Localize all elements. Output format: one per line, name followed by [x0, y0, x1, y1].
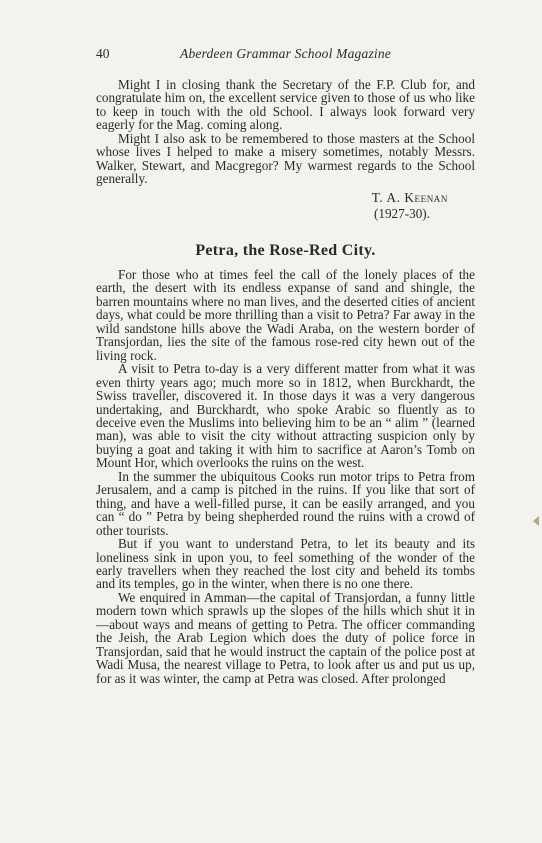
page-number: 40	[96, 46, 110, 61]
article-body	[96, 268, 475, 685]
page-header	[96, 46, 476, 66]
article-paragraph: In the summer the ubiquitous Cooks run motor trips to Petra from Jerusalem, and a camp is pitched in the ruins. If you like that sort of thing, and have a well-filled purse, it can be easily arranged, and you can “ do ” Petra by being shepherded round the ruins with a crowd of other tourists.	[96, 468, 475, 538]
article-paragraph: A visit to Petra to-day is a very different matter from what it was even thirty years ago; much more so in 1812, when Burckhardt, the Swiss traveller, discovered it. In those days it was a very dangerous undertaking, and Burckhardt, who spoke Arabic so fluently as to deceive even the Muslims into believing him to be an “ alim ” (learned man), was able to visit the city without attracting suspicion only by buying a goat and taking it with him to sacrifice at Aaron’s Tomb on Mount Hor, which overlooks the ruins on the west.	[96, 361, 475, 471]
letter-closing	[96, 78, 475, 186]
margin-marker-icon	[533, 516, 539, 526]
article-title: Petra, the Rose-Red City.	[195, 242, 376, 259]
article-paragraph: For those who at times feel the call of the lonely places of the earth, the desert with its endless expanse of sand and shingle, the barren mountains where no man lives, and the deserted cities of ancient days, what could be more thrilling than a visit to Petra? Far away in the wild sandstone hills above the Wadi Araba, on the western border of Transjordan, lies the site of the famous rose-red city hewn out of the living rock.	[96, 267, 475, 363]
letter-paragraph: Might I in closing thank the Secretary of the F.P. Club for, and congratulate him on, the excellent service given to those of us who like to keep in touch with the old School. I always look forward very eagerly for the Mag. coming along.	[96, 77, 475, 133]
signature-name: T. A. Keenan	[371, 190, 448, 205]
article-paragraph: We enquired in Amman—the capital of Transjordan, a funny little modern town which sprawls up the slopes of the hills which shut it in—about ways and means of getting to Petra. The officer commanding the Jeish, the Arab Legion which does the duty of police force in Transjordan, said that he would instruct the captain of the police post at Wadi Musa, the nearest village to Petra, to look after us and put us up, for as it was winter, the camp at Petra was closed. After prolonged	[96, 589, 475, 686]
signature-years: (1927-30).	[373, 206, 430, 221]
article-paragraph: But if you want to understand Petra, to let its beauty and its loneliness sink in upon you, to feel something of the wonder of the early travellers when they reached the lost city and beheld its tombs and its temples, go in the winter, when there is no one there.	[96, 536, 475, 592]
running-title: Aberdeen Grammar School Magazine	[180, 46, 391, 61]
letter-paragraph: Might I also ask to be remembered to those masters at the School whose lives I helped to make a misery sometimes, notably Messrs. Walker, Stewart, and Macgregor? My warmest regards to the School generally.	[96, 130, 475, 187]
